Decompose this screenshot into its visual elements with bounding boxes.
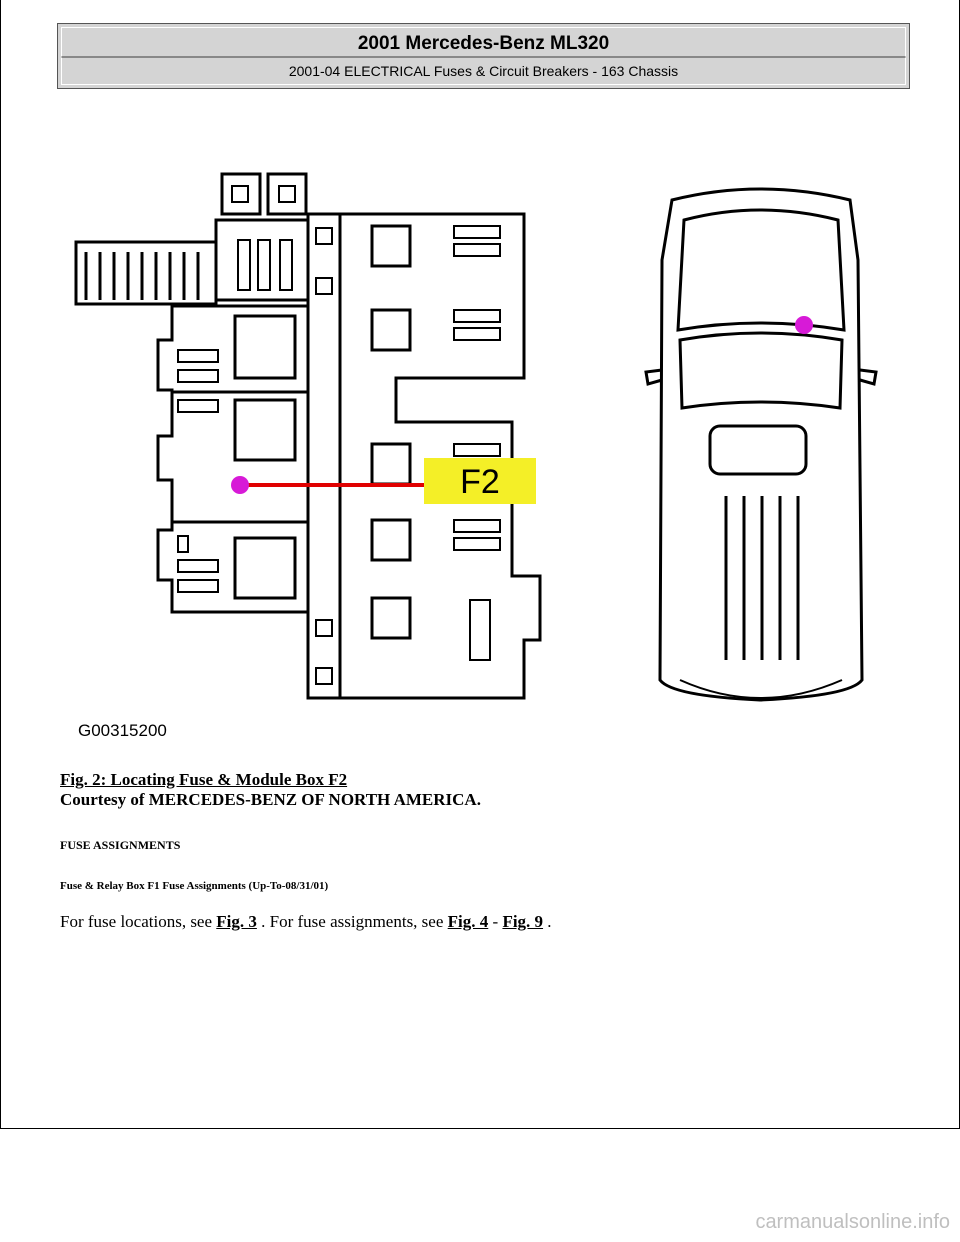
- paragraph-text: .: [543, 912, 552, 931]
- document-subtitle: 2001-04 ELECTRICAL Fuses & Circuit Breakers - 163 Chassis: [288, 63, 679, 79]
- courtesy-line: Courtesy of MERCEDES-BENZ OF NORTH AMERICA.: [60, 790, 481, 809]
- f2-callout-label: F2: [460, 463, 500, 501]
- document-title: 2001 Mercedes-Benz ML320: [357, 33, 610, 54]
- paragraph-text: . For fuse assignments, see: [256, 912, 448, 931]
- section-subheading: Fuse & Relay Box F1 Fuse Assignments (Up-To-08/31/01): [60, 880, 329, 892]
- vehicle-top-view-icon: [646, 189, 876, 700]
- figure-code: G00315200: [78, 721, 167, 740]
- header-title-bar: [61, 27, 906, 57]
- figure-caption: [60, 770, 481, 810]
- paragraph-text: For fuse locations, see: [60, 912, 217, 931]
- document-header: [57, 23, 910, 89]
- fuse-box-outline: [76, 174, 540, 698]
- fig3-link[interactable]: Fig. 3: [216, 912, 257, 931]
- fig2-caption-link[interactable]: Fig. 2: Locating Fuse & Module Box F2: [60, 770, 348, 789]
- fuse-reference-paragraph: [60, 912, 552, 932]
- paragraph-text: -: [488, 912, 503, 931]
- header-subtitle-bar: [61, 57, 906, 85]
- fuse-box-location-diagram: [60, 160, 900, 740]
- fig4-link[interactable]: Fig. 4: [447, 912, 489, 931]
- section-heading: FUSE ASSIGNMENTS: [60, 838, 181, 852]
- fig9-link[interactable]: Fig. 9: [502, 912, 544, 931]
- fuse-box-marker: [231, 476, 249, 494]
- watermark: carmanualsonline.info: [755, 1211, 950, 1233]
- vehicle-location-marker: [795, 316, 813, 334]
